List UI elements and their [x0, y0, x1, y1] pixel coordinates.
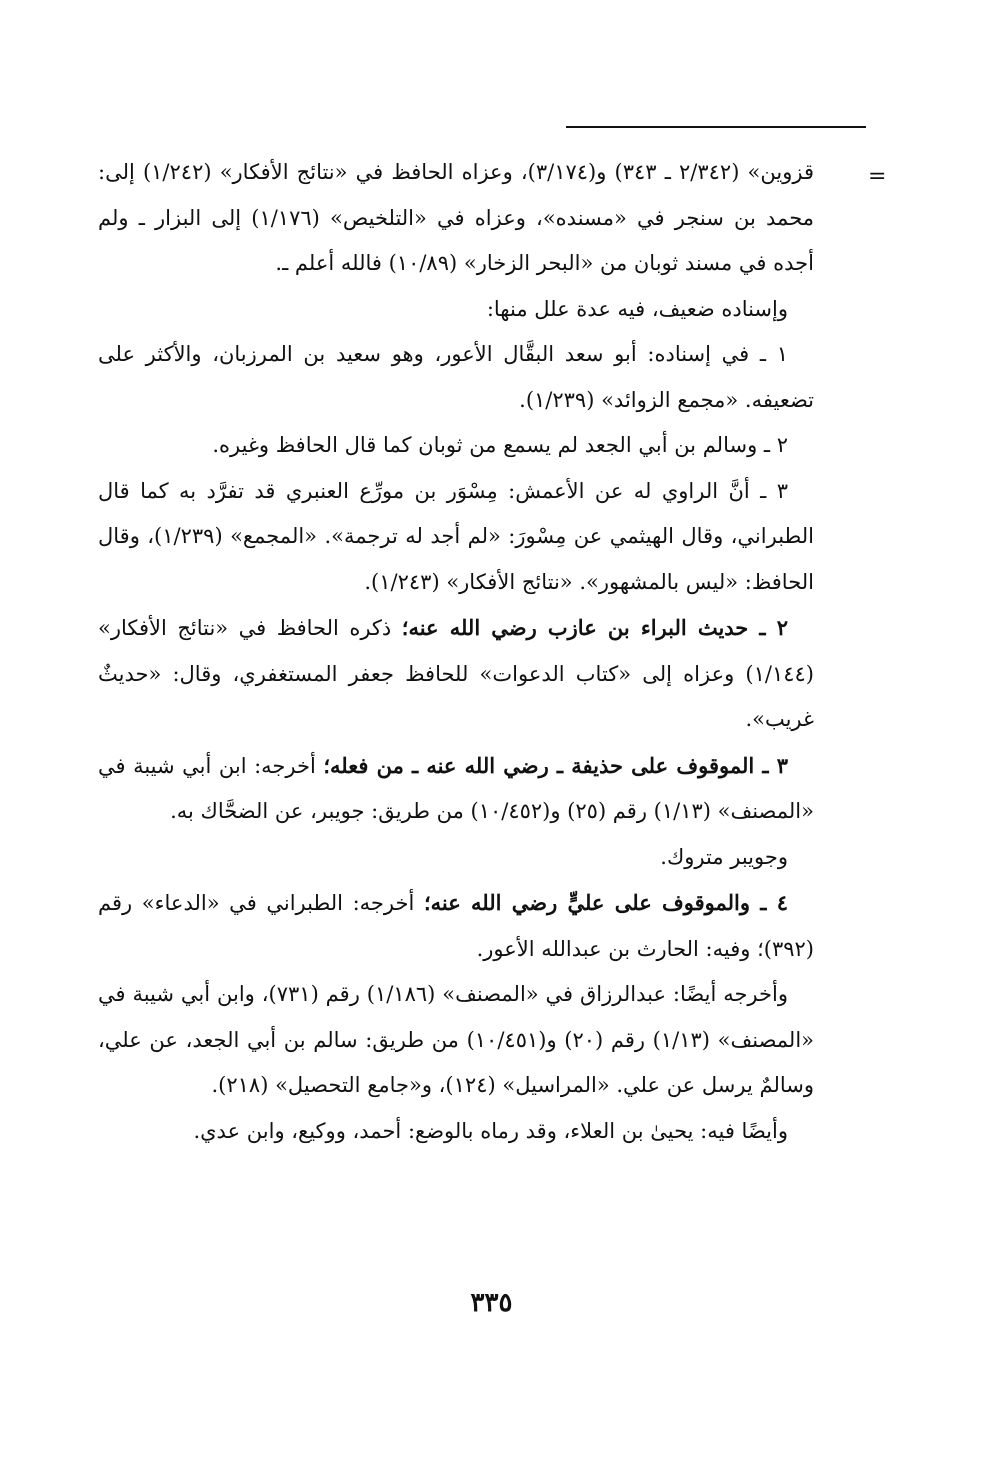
continuation-mark: = — [868, 164, 887, 189]
paragraph-continuation — [98, 150, 814, 287]
paragraph-mawquf-ali — [98, 880, 814, 972]
paragraph-yahya — [98, 1109, 814, 1155]
page-number: ٣٣٥ — [470, 1288, 513, 1318]
paragraph-text: وأيضًا فيه: يحيىٰ بن العلاء، وقد رماه بالوضع: أحمد، ووكيع، وابن عدي. — [193, 1118, 788, 1143]
paragraph-text: ذكره الحافظ في «نتائج الأفكار» (١/١٤٤) وعزاه إلى «كتاب الدعوات» للحافظ جعفر المستغفري، وقال: «حديثٌ غريب». — [98, 616, 814, 731]
paragraph-text: أخرجه: ابن أبي شيبة في «المصنف» (١/١٣) رقم (٢٥) و(١٠/٤٥٢) من طريق: جويبر، عن الضحَّاك به. — [98, 753, 814, 823]
paragraph-text: وإسناده ضعيف، فيه عدة علل منها: — [486, 296, 788, 321]
paragraph-hadith-bara — [98, 605, 814, 743]
paragraph-juwaybir — [98, 835, 814, 881]
paragraph-illa-3 — [98, 469, 814, 606]
paragraph-heading: ٢ ـ حديث البراء بن عازب رضي الله عنه؛ — [401, 615, 788, 640]
paragraph-heading: ٣ ـ الموقوف على حذيفة ـ رضي الله عنه ـ من فعله؛ — [323, 752, 788, 778]
paragraph-text: ٣ ـ أنَّ الراوي له عن الأعمش: مِسْوَر بن مورِّع العنبري قد تفرَّد به كما قال الطبراني، وقال الهيثمي عن مِسْورَ: «لم أجد له ترجمة». «المجمع» (١/٢٣٩)، وقال الحافظ: «ليس بالمشهور». «نتائج الأفكار» (١/٢٤٣). — [98, 478, 814, 594]
paragraph-text: قزوين» (٢/٣٤٢ ـ ٣٤٣) و(٣/١٧٤)، وعزاه الحافظ في «نتائج الأفكار» (١/٢٤٢) إلى: محمد بن سنجر في «مسنده»، وعزاه في «التلخيص» (١/١٧٦) إلى البزار ـ ولم أجده في مسند ثوبان من «البحر الزخار» (١٠/٨٩) فالله أعلم ـ. — [98, 160, 814, 275]
paragraph-text: أخرجه: الطبراني في «الدعاء» رقم (٣٩٢)؛ وفيه: الحارث بن عبدالله الأعور. — [98, 891, 814, 961]
paragraph-illa-1 — [98, 332, 814, 423]
footnote-separator-rule — [566, 126, 866, 128]
paragraph-isnad-weak — [98, 287, 814, 333]
footnote-body — [98, 150, 814, 1154]
paragraph-mawquf-hudhayfa — [98, 743, 814, 835]
paragraph-abdurrazzaq — [98, 972, 814, 1109]
paragraph-illa-2 — [98, 423, 814, 469]
paragraph-text: ٢ ـ وسالم بن أبي الجعد لم يسمع من ثوبان كما قال الحافظ وغيره. — [212, 433, 788, 457]
paragraph-text: ١ ـ في إسناده: أبو سعد البقَّال الأعور، وهو سعيد بن المرزبان، والأكثر على تضعيفه. «مجمع الزوائد» (١/٢٣٩). — [98, 342, 814, 412]
paragraph-text: وجويبر متروك. — [660, 844, 788, 869]
paragraph-heading: ٤ ـ والموقوف على عليٍّ رضي الله عنه؛ — [423, 890, 788, 915]
paragraph-text: وأخرجه أيضًا: عبدالرزاق في «المصنف» (١/١٨٦) رقم (٧٣١)، وابن أبي شيبة في «المصنف» (١/١٣) رقم (٢٠) و(١٠/٤٥١) من طريق: سالم بن أبي الجعد، عن علي، وسالمٌ يرسل عن علي. «المراسيل» (١٢٤)، و«جامع التحصيل» (٢١٨). — [98, 982, 814, 1097]
